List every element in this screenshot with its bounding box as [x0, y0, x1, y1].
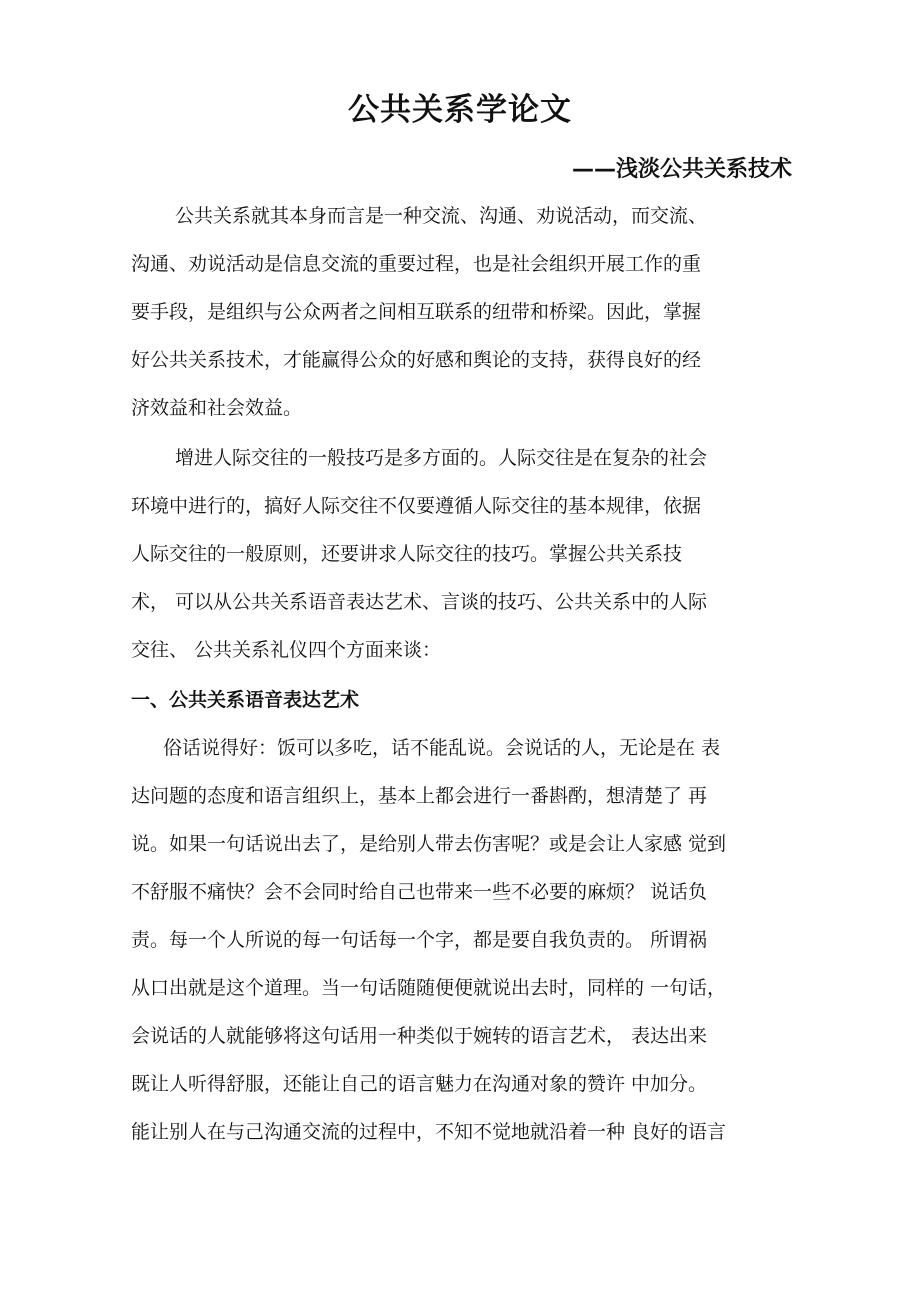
paragraph-line: 会说话的人就能够将这句话用一种类似于婉转的语言艺术， 表达出来 — [131, 1025, 708, 1047]
document-title: 公共关系学论文 — [348, 92, 572, 128]
paragraph-line: 沟通、劝说活动是信息交流的重要过程，也是社会组织开展工作的重 — [131, 253, 702, 275]
paragraph-line: 人际交往的一般原则，还要讲求人际交往的技巧。掌握公共关系技 — [131, 543, 683, 565]
section-heading: 一、公共关系语音表达艺术 — [131, 689, 360, 711]
paragraph-line: 责。每一个人所说的每一句话每一个字，都是要自我负责的。 所谓祸 — [131, 929, 708, 951]
paragraph-line: 术， 可以从公共关系语音表达艺术、言谈的技巧、公共关系中的人际 — [131, 591, 708, 613]
paragraph-line: 说。如果一句话说出去了，是给别人带去伤害呢？或是会让人家感 觉到 — [131, 833, 727, 855]
paragraph-line: 交往、 公共关系礼仪四个方面来谈： — [131, 639, 442, 661]
document-subtitle: ——浅淡公共关系技术 — [571, 157, 792, 182]
paragraph-line: 既让人听得舒服，还能让自己的语言魅力在沟通对象的赞许 中加分。 — [131, 1073, 708, 1095]
paragraph-line: 增进人际交往的一般技巧是多方面的。人际交往是在复杂的社会 — [175, 447, 708, 469]
paragraph-line: 达问题的态度和语言组织上，基本上都会进行一番斟酌，想清楚了 再 — [131, 785, 708, 807]
paragraph-line: 济效益和社会效益。 — [131, 397, 303, 419]
paragraph-line: 俗话说得好：饭可以多吃，话不能乱说。会说话的人，无论是在 表 — [163, 737, 721, 759]
paragraph-line: 公共关系就其本身而言是一种交流、沟通、劝说活动，而交流、 — [175, 205, 708, 227]
paragraph-line: 好公共关系技术，才能赢得公众的好感和舆论的支持，获得良好的经 — [131, 349, 702, 371]
paragraph-line: 从口出就是这个道理。当一句话随随便便就说出去时，同样的 一句话， — [131, 977, 727, 999]
paragraph-line: 不舒服不痛快？会不会同时给自己也带来一些不必要的麻烦？ 说话负 — [131, 881, 708, 903]
paragraph-line: 要手段，是组织与公众两者之间相互联系的纽带和桥梁。因此，掌握 — [131, 301, 702, 323]
paragraph-line: 能让别人在与己沟通交流的过程中，不知不觉地就沿着一种 良好的语言 — [131, 1121, 727, 1143]
paragraph-line: 环境中进行的，搞好人际交往不仅要遵循人际交往的基本规律，依据 — [131, 495, 702, 517]
